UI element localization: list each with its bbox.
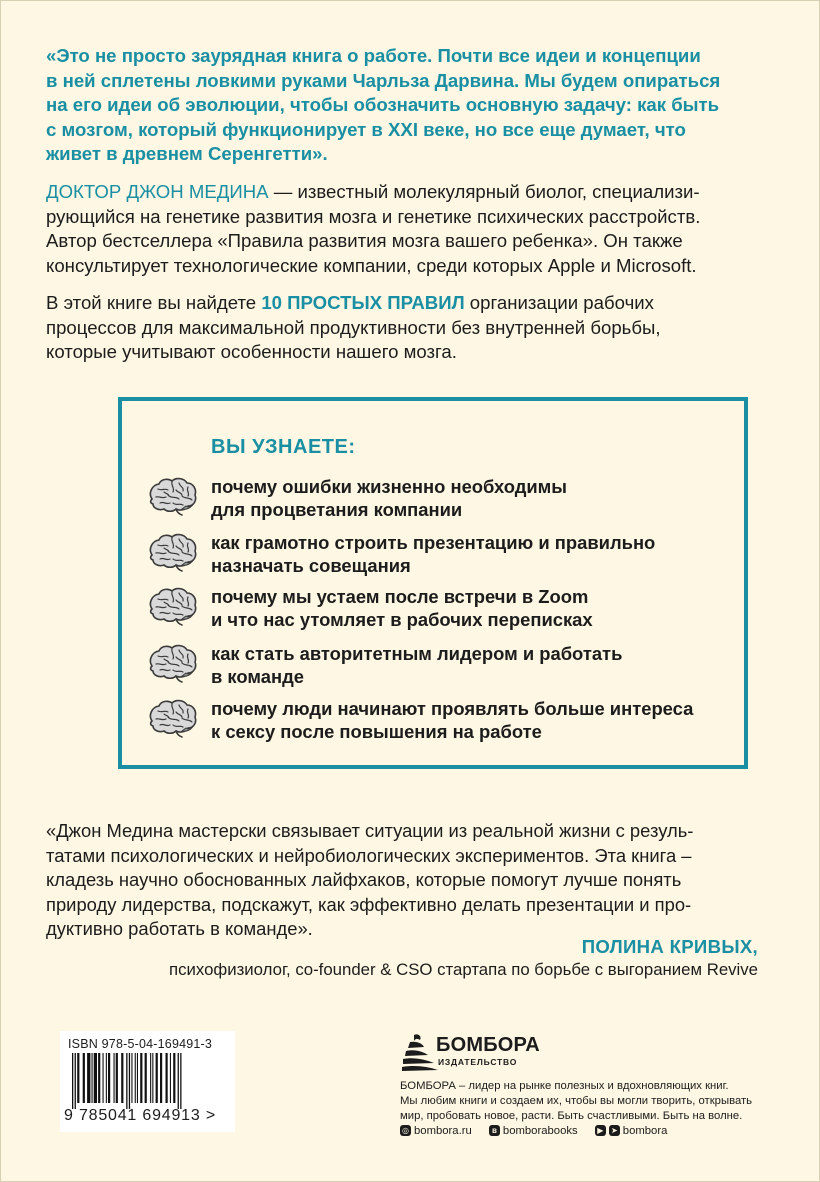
barcode-bar [87, 1053, 90, 1103]
learn-item-text [211, 642, 731, 688]
barcode-bar [152, 1053, 153, 1103]
learn-item-line: почему люди начинают проявлять больше интереса [211, 698, 694, 719]
barcode-bar [137, 1053, 138, 1103]
learn-item-line: почему ошибки жизненно необходимы [211, 476, 567, 497]
barcode-bar [150, 1053, 151, 1103]
author-bio-line: рующийся на генетике развития мозга и генетике психических расстройств. [46, 205, 701, 227]
social-label: bombora.ru [414, 1124, 472, 1137]
learn-item-line: и что нас утомляет в рабочих переписках [211, 609, 593, 630]
learn-item [146, 585, 746, 635]
barcode-bar [129, 1053, 130, 1109]
author-bio-line: консультирует технологические компании, среди которых Apple и Microsoft. [46, 254, 697, 276]
author-bio-line: Автор бестселлера «Правила развития мозга вашего ребенка». Он также [46, 230, 683, 251]
review-line: природу лидерства, подскажут, как эффективно делать презентации и про- [46, 893, 692, 915]
learn-item-line: почему мы устаем после встречи в Zoom [211, 586, 589, 607]
learn-item [146, 531, 746, 581]
barcode-bar [126, 1053, 127, 1109]
barcode-bar [108, 1053, 110, 1103]
social-label: bombora [622, 1124, 668, 1137]
publisher-description [400, 1079, 770, 1124]
barcode-bar [92, 1053, 93, 1103]
learn-item-line: для процветания компании [211, 499, 463, 520]
barcode-bar [121, 1053, 123, 1103]
author-bio-rest: — известный молекулярный биолог, специализи- [268, 181, 700, 202]
author-name: ДОКТОР ДЖОН МЕДИНА [46, 181, 269, 202]
barcode-bar [77, 1053, 79, 1103]
book-info-line: которые учитывают особенности нашего мозга. [46, 341, 457, 362]
learn-item-line: к сексу после повышения на работе [211, 721, 542, 742]
learn-item-line: как стать авторитетным лидером и работать [211, 643, 623, 664]
publisher-subtitle: ИЗДАТЕЛЬСТВО [438, 1057, 518, 1067]
barcode-bar [98, 1053, 100, 1103]
social-link-bombora[interactable] [595, 1125, 668, 1137]
review-quote [46, 819, 776, 942]
learn-item-line: назначать совещания [211, 555, 411, 576]
learn-box-title: ВЫ УЗНАЕТЕ: [211, 436, 356, 458]
barcode-bar [103, 1053, 104, 1103]
barcode-bar [72, 1053, 73, 1109]
barcode-bar [75, 1053, 76, 1109]
review-line: кладезь научно обоснованных лайфхаков, которые помогут лучше понять [46, 869, 682, 890]
book-info-prefix: В этой книге вы найдете [46, 292, 262, 313]
brain-icon [146, 531, 198, 573]
intro-quote-line: с мозгом, который функционирует в XXI веке, но все еще думает, что [46, 118, 686, 140]
barcode-bar [173, 1053, 175, 1103]
learn-item [146, 697, 746, 747]
publisher-description-line: Мы любим книги и создаем их, чтобы вы могли творить, открывать [400, 1095, 753, 1107]
barcode-bar [131, 1053, 132, 1103]
book-info-suffix: организации рабочих [464, 292, 654, 313]
review-line: дуктивно работать в команде». [46, 918, 313, 939]
isbn-label: ISBN 978-5-04-169491-3 [68, 1037, 213, 1051]
learn-item [146, 642, 746, 692]
barcode-digits: 9 785041 694913 > [64, 1107, 216, 1124]
publisher-block [400, 1032, 780, 1142]
reviewer-name: ПОЛИНА КРИВЫХ, [581, 936, 758, 957]
learn-item-text [211, 475, 731, 521]
barcode-bar [135, 1053, 136, 1103]
barcode-block [60, 1031, 235, 1132]
barcode-bar [166, 1053, 168, 1103]
intro-quote-line: на его идеи об эволюции, чтобы обозначить основную задачу: как быть [46, 94, 720, 115]
learn-item-text [211, 531, 731, 577]
barcode-icon [66, 1053, 228, 1111]
instagram-icon: ◎ [400, 1125, 411, 1136]
barcode-bar [160, 1053, 162, 1103]
barcode-bar [114, 1053, 115, 1103]
publisher-description-line: БОМБОРА – лидер на рынке полезных и вдохновляющих книг. [400, 1080, 729, 1092]
publisher-name: БОМБОРА [436, 1034, 540, 1056]
review-line: татами психологических и нейробиологических экспериментов. Эта книга – [46, 844, 692, 866]
book-info [46, 291, 776, 365]
book-info-line: процессов для максимальной продуктивности без внутренней борьбы, [46, 316, 661, 338]
brain-icon [146, 475, 198, 517]
barcode-bar [116, 1053, 118, 1103]
reviewer-role: психофизиолог, co-founder & CSO стартапа по борьбе с выгоранием Revive [169, 960, 758, 979]
intro-quote-line: живет в древнем Серенгетти». [46, 143, 328, 164]
learn-item-line: как грамотно строить презентацию и правильно [211, 532, 656, 553]
learn-item-text [211, 697, 731, 743]
learn-item [146, 475, 746, 525]
brain-icon [146, 697, 198, 739]
youtube-icon: ▶ [595, 1125, 606, 1136]
review-line: «Джон Медина мастерски связывает ситуации из реальной жизни с резуль- [46, 820, 694, 841]
barcode-bar [145, 1053, 147, 1103]
intro-quote [46, 44, 776, 167]
vk-icon: в [489, 1125, 500, 1136]
bombora-logo-icon [400, 1032, 440, 1072]
telegram-icon: ➤ [609, 1125, 620, 1136]
learn-item-line: в команде [211, 666, 304, 687]
barcode-bar [106, 1053, 107, 1103]
barcode-bar [94, 1053, 97, 1103]
author-bio [46, 180, 776, 278]
brain-icon [146, 585, 198, 627]
book-info-line [46, 291, 776, 316]
publisher-description-line: мир, пробовать новое, расти. Быть счастливыми. Быть на волне. [400, 1110, 743, 1122]
author-bio-line [46, 180, 776, 205]
barcode-bar [170, 1053, 171, 1103]
intro-quote-line: «Это не просто заурядная книга о работе. Почти все идеи и концепции [46, 45, 701, 66]
social-link-site[interactable] [400, 1125, 472, 1137]
book-info-highlight: 10 ПРОСТЫХ ПРАВИЛ [261, 292, 465, 313]
barcode-bar [83, 1053, 85, 1103]
social-link-vk[interactable] [489, 1125, 578, 1137]
social-links [400, 1124, 681, 1137]
barcode-bar [178, 1053, 179, 1109]
social-label: bomborabooks [502, 1124, 578, 1137]
barcode-bar [180, 1053, 181, 1109]
intro-quote-line: в ней сплетены ловкими руками Чарльза Дарвина. Мы будем опираться [46, 69, 721, 91]
brain-icon [146, 642, 198, 684]
barcode-bar [140, 1053, 142, 1103]
learn-item-text [211, 585, 731, 631]
barcode-bar [156, 1053, 158, 1103]
